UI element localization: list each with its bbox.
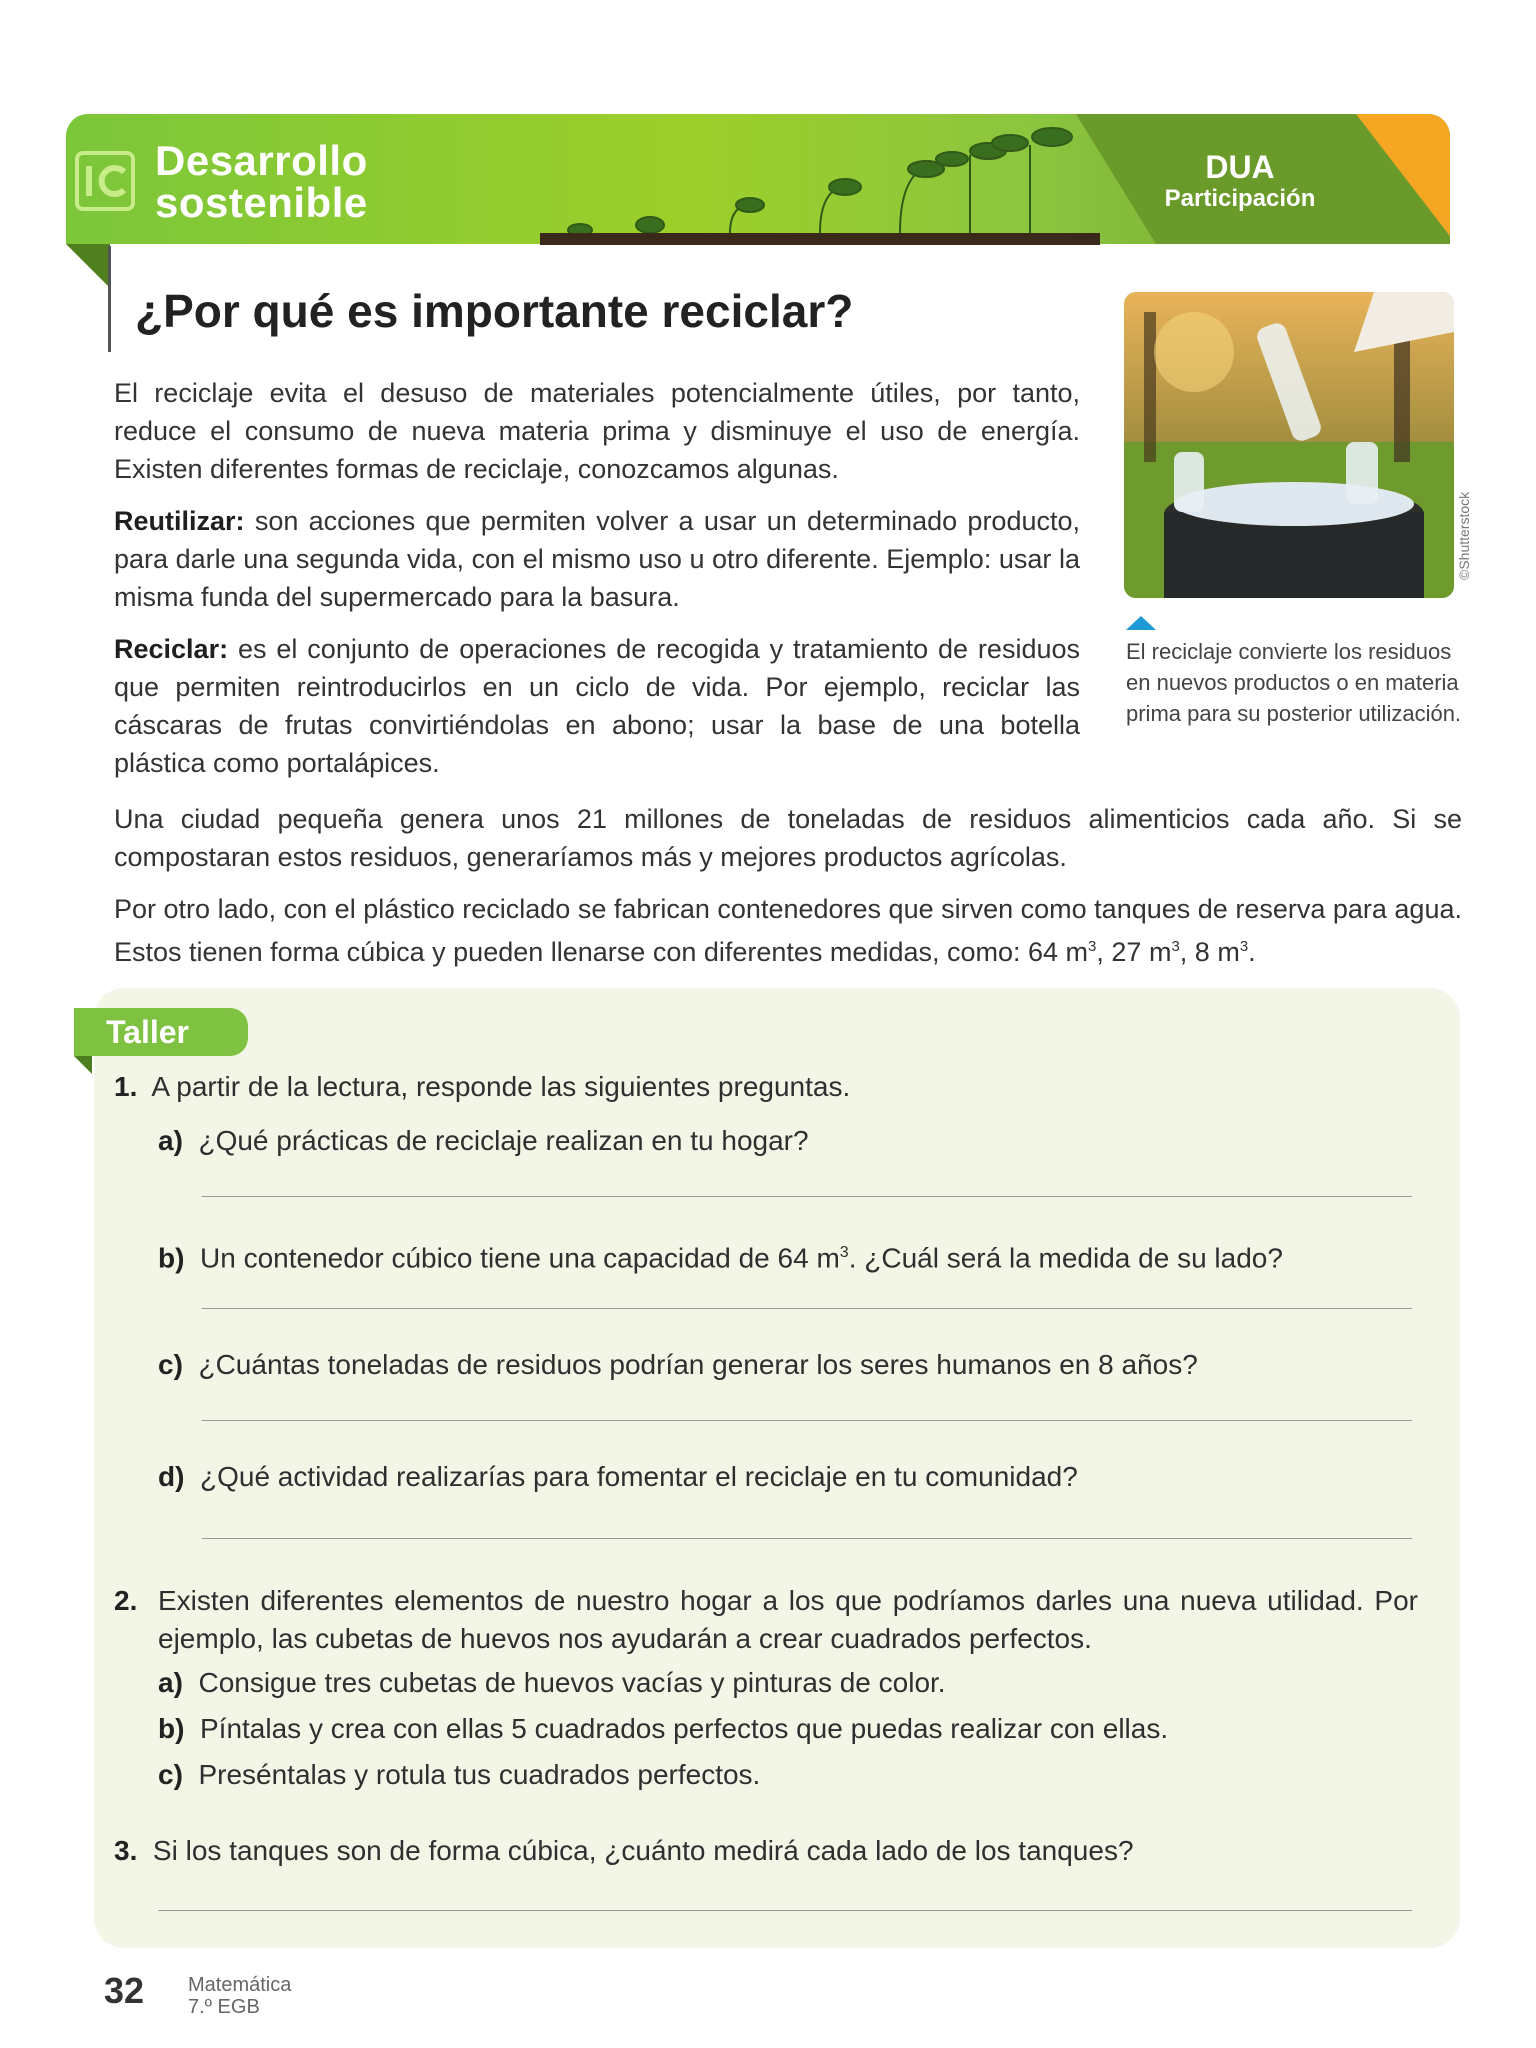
title-accent-bar [108, 246, 111, 352]
question-2c [158, 1756, 1408, 1794]
separator: , [1096, 937, 1112, 967]
page-title: ¿Por qué es importante reciclar? [135, 285, 854, 337]
period: . [1248, 937, 1256, 967]
answer-line[interactable] [202, 1196, 1412, 1197]
question-2b [158, 1710, 1408, 1748]
separator: , [1179, 937, 1195, 967]
item-text: ¿Cuántas toneladas de residuos podrían generar los seres humanos en 8 años? [198, 1349, 1198, 1380]
section-title-line2: sostenible [155, 179, 368, 226]
subject-name: Matemática [188, 1974, 292, 1996]
question-1 [114, 1068, 1414, 1106]
section-title [155, 137, 368, 226]
banner-fold [66, 244, 110, 288]
item-text: ¿Qué prácticas de reciclaje realizan en tu hogar? [198, 1125, 809, 1156]
exponent: 3 [839, 1244, 849, 1261]
item-text: Consigue tres cubetas de huevos vacías y pinturas de color. [198, 1667, 946, 1698]
question-text: Existen diferentes elementos de nuestro hogar a los que podríamos darles una nueva utilidad. Por ejemplo, las cubetas de huevos nos ayudarán a crear cuadrados perfectos. [158, 1585, 1418, 1654]
question-1b [158, 1234, 1408, 1277]
photo-caption: El reciclaje convierte los residuos en nuevos productos o en materia prima para su posterior utilización. [1126, 639, 1462, 726]
reciclar-term: Reciclar: [114, 634, 229, 664]
ic-logo-icon [74, 150, 136, 212]
item-letter: b) [158, 1242, 185, 1274]
dua-label: DUA [1205, 149, 1275, 185]
tank-volume-27: 27 m [1111, 937, 1172, 967]
reutilizar-paragraph [114, 502, 1080, 616]
exponent: 3 [1239, 938, 1249, 955]
grade-label: 7.º EGB [188, 1996, 260, 2018]
item-text: ¿Qué actividad realizarías para fomentar el reciclaje en tu comunidad? [200, 1461, 1078, 1492]
reutilizar-term: Reutilizar: [114, 506, 245, 536]
question-text: Si los tanques son de forma cúbica, ¿cuánto medirá cada lado de los tanques? [152, 1835, 1134, 1866]
question-2a [158, 1664, 1408, 1702]
taller-tab-fold [74, 1056, 92, 1074]
tanks-paragraph [114, 890, 1462, 971]
footer-subject [188, 1974, 291, 2018]
question-number: 1. [114, 1071, 138, 1102]
item-letter: a) [158, 1667, 183, 1698]
reciclar-paragraph [114, 630, 1080, 782]
item-letter: c) [158, 1759, 183, 1790]
section-title-line1: Desarrollo [155, 137, 368, 184]
reutilizar-text: son acciones que permiten volver a usar un determinado producto, para darle una segunda vida, con el mismo uso u otro diferente. Ejemplo: usar la misma funda del supermercado para la basura. [114, 506, 1080, 612]
dua-badge [1120, 150, 1360, 214]
reciclar-text: es el conjunto de operaciones de recogida y tratamiento de residuos que permiten reintroducirlos en un ciclo de vida. Por ejemplo, reciclar las cáscaras de frutas convirtiéndolas en abono; usar la base de una botella plástica como portalápices. [114, 634, 1080, 778]
item-letter: d) [158, 1461, 185, 1492]
intro-paragraph: El reciclaje evita el desuso de materiales potencialmente útiles, por tanto, reduce el consumo de nueva materia prima y disminuye el uso de energía. Existen diferentes formas de reciclaje, conozcamos algunas. [114, 378, 1080, 484]
question-1d [158, 1458, 1408, 1496]
answer-line[interactable] [202, 1308, 1412, 1309]
item-letter: a) [158, 1125, 183, 1156]
answer-line[interactable] [158, 1910, 1412, 1911]
taller-tab: Taller [74, 1008, 248, 1056]
question-2 [114, 1582, 1418, 1658]
item-text-end: . ¿Cuál será la medida de su lado? [848, 1242, 1283, 1274]
exponent: 3 [1088, 938, 1097, 955]
city-paragraph: Una ciudad pequeña genera unos 21 millones de toneladas de residuos alimenticios cada año. Si se compostaran estos residuos, generaríamos más y mejores productos agrícolas. [114, 804, 1462, 872]
seedlings-icon [540, 125, 1140, 245]
item-text: Un contenedor cúbico tiene una capacidad de 64 m [200, 1242, 840, 1274]
tanks-text: Por otro lado, con el plástico reciclado se fabrican contenedores que sirven como tanques de reserva para agua. Estos tienen forma cúbica y pueden llenarse con diferentes medidas, como: [114, 894, 1462, 967]
dua-sublabel: Participación [1164, 185, 1316, 212]
question-number: 3. [114, 1835, 138, 1866]
tank-volume-64: 64 m [1028, 937, 1089, 967]
answer-line[interactable] [202, 1538, 1412, 1539]
page-number: 32 [104, 1970, 145, 2011]
question-text: A partir de la lectura, responde las siguientes preguntas. [151, 1071, 851, 1102]
exponent: 3 [1171, 938, 1180, 955]
photo-credit: ©Shutterstock [1456, 491, 1472, 580]
recycling-photo [1124, 292, 1454, 598]
caption-triangle-icon [1126, 616, 1156, 630]
item-text: Píntalas y crea con ellas 5 cuadrados perfectos que puedas realizar con ellas. [200, 1713, 1169, 1744]
question-1a [158, 1122, 1408, 1160]
item-letter: c) [158, 1349, 183, 1380]
answer-line[interactable] [202, 1420, 1412, 1421]
question-number: 2. [114, 1585, 138, 1616]
item-letter: b) [158, 1713, 185, 1744]
tank-volume-8: 8 m [1194, 937, 1240, 967]
question-3 [114, 1832, 1414, 1870]
item-text: Preséntalas y rotula tus cuadrados perfectos. [198, 1759, 761, 1790]
question-1c [158, 1346, 1408, 1384]
